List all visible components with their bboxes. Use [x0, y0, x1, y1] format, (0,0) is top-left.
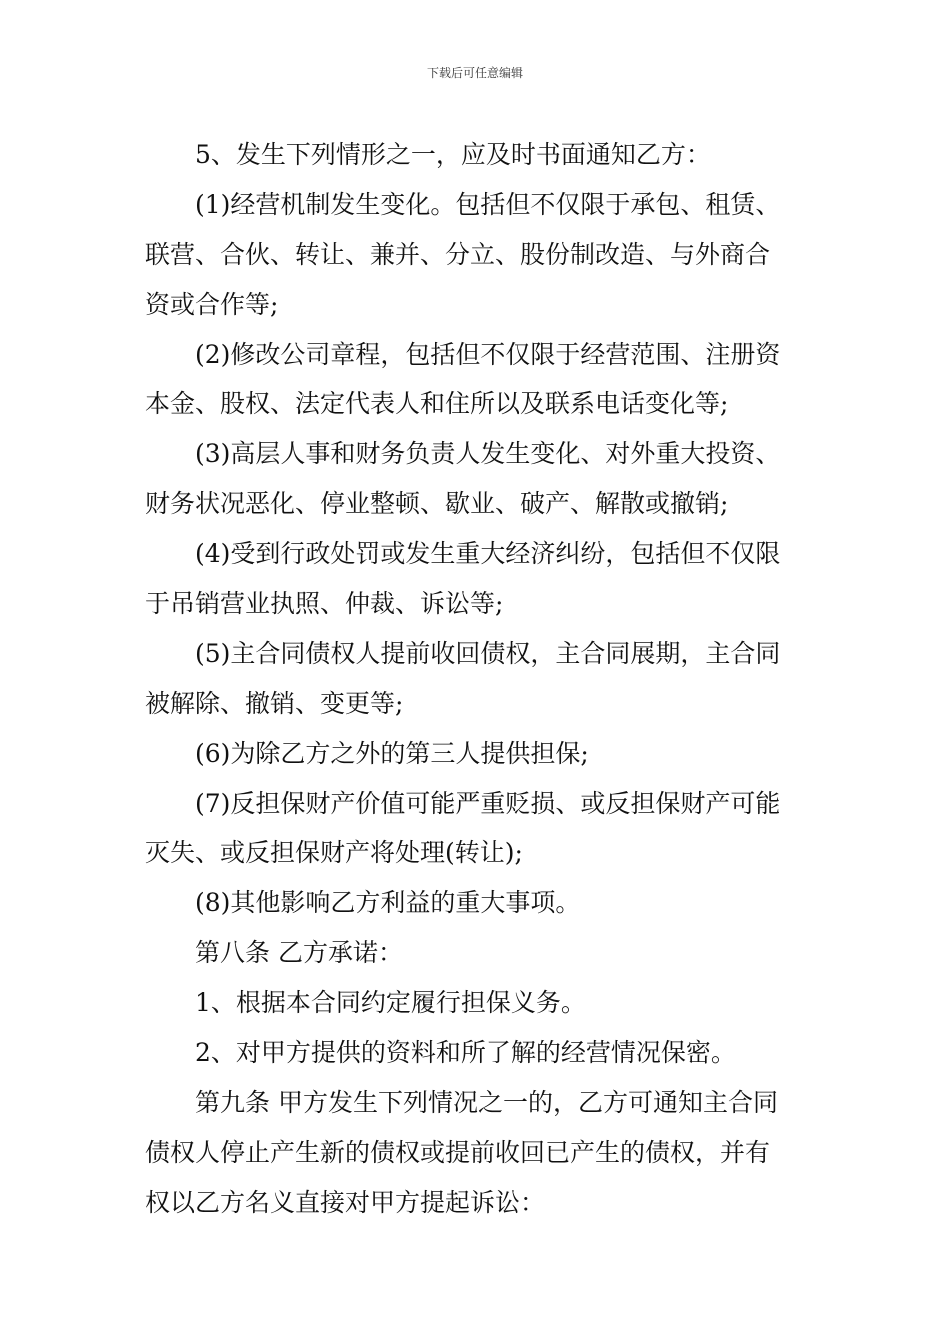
paragraph-line: (1)经营机制发生变化。包括但不仅限于承包、租赁、: [195, 189, 781, 219]
paragraph-line: 本金、股权、法定代表人和住所以及联系电话变化等;: [145, 389, 729, 419]
paragraph-line: 1、根据本合同约定履行担保义务。: [195, 988, 586, 1018]
paragraph-line: 资或合作等;: [145, 289, 279, 319]
paragraph-line: (7)反担保财产价值可能严重贬损、或反担保财产可能: [195, 788, 781, 818]
paragraph-line: (8)其他影响乙方利益的重大事项。: [195, 888, 581, 918]
paragraph-line: 被解除、撤销、变更等;: [145, 688, 404, 718]
paragraph-line: 5、发生下列情形之一，应及时书面通知乙方：: [195, 140, 711, 169]
paragraph-line: 权以乙方名义直接对甲方提起诉讼：: [145, 1187, 546, 1217]
body-text: [145, 130, 810, 1228]
paragraph-line: 灭失、或反担保财产将处理(转让);: [145, 838, 523, 868]
article-heading: 第九条 甲方发生下列情况之一的，乙方可通知主合同: [195, 1087, 778, 1117]
paragraph-line: (2)修改公司章程，包括但不仅限于经营范围、注册资: [195, 339, 781, 369]
paragraph-line: 联营、合伙、转让、兼并、分立、股份制改造、与外商合: [145, 239, 771, 269]
paragraph-line: 财务状况恶化、停业整顿、歇业、破产、解散或撤销;: [145, 489, 729, 519]
paragraph-line: 于吊销营业执照、仲裁、诉讼等;: [145, 589, 504, 619]
paragraph-line: 债权人停止产生新的债权或提前收回已产生的债权，并有: [145, 1137, 771, 1167]
article-heading: 第八条 乙方承诺：: [195, 938, 403, 968]
page-header: 下载后可任意编辑: [426, 66, 523, 80]
paragraph-line: (3)高层人事和财务负责人发生变化、对外重大投资、: [195, 439, 781, 469]
paragraph-line: (5)主合同债权人提前收回债权，主合同展期，主合同: [195, 638, 781, 668]
paragraph-line: (4)受到行政处罚或发生重大经济纠纷，包括但不仅限: [195, 539, 781, 569]
paragraph-line: 2、对甲方提供的资料和所了解的经营情况保密。: [195, 1038, 736, 1068]
paragraph-line: (6)为除乙方之外的第三人提供担保;: [195, 738, 589, 768]
